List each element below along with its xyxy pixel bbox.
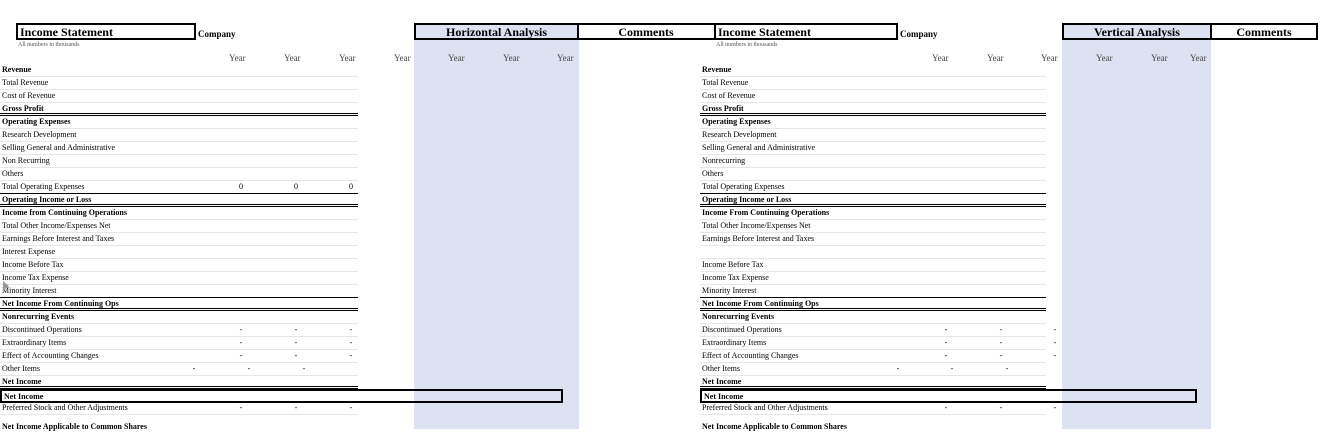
right-row-13[interactable] bbox=[700, 233, 1046, 246]
left-row-label: Total Revenue bbox=[2, 78, 49, 87]
left-year-5[interactable]: Year bbox=[448, 53, 465, 63]
left-row-20-value-1[interactable]: - bbox=[239, 325, 243, 334]
left-row-26-value-1[interactable]: - bbox=[239, 403, 243, 412]
left-row-label: Others bbox=[2, 169, 24, 178]
right-row-18[interactable] bbox=[700, 298, 1046, 311]
left-row-0[interactable] bbox=[0, 64, 358, 77]
left-row-9-value-3[interactable]: 0 bbox=[349, 182, 353, 191]
left-row-9-value-2[interactable]: 0 bbox=[294, 182, 298, 191]
right-row-1[interactable] bbox=[700, 77, 1046, 90]
right-row-label: Total Revenue bbox=[702, 78, 749, 87]
right-row-label: Income From Continuing Operations bbox=[702, 208, 830, 217]
left-row-21-value-2[interactable]: - bbox=[294, 338, 298, 347]
right-row-19[interactable] bbox=[700, 311, 1046, 324]
right-row-20-value-1[interactable]: - bbox=[944, 325, 948, 334]
left-row-13[interactable] bbox=[0, 233, 358, 246]
right-year-row bbox=[700, 53, 1331, 64]
right-row-label: Research Development bbox=[702, 130, 777, 139]
right-row-21-value-1[interactable]: - bbox=[944, 338, 948, 347]
right-row-label: Revenue bbox=[702, 65, 732, 74]
left-row-4[interactable] bbox=[0, 116, 358, 129]
left-row-label: Total Other Income/Expenses Net bbox=[2, 221, 111, 230]
left-company-label[interactable]: Company bbox=[198, 29, 236, 39]
left-row-22-value-1[interactable]: - bbox=[239, 351, 243, 360]
left-row-22-value-3[interactable]: - bbox=[349, 351, 353, 360]
left-row-label: Income Before Tax bbox=[2, 260, 64, 269]
right-row-21-value-3[interactable]: - bbox=[1053, 338, 1057, 347]
right-row-17[interactable] bbox=[700, 285, 1046, 298]
right-year-2[interactable]: Year bbox=[987, 53, 1004, 63]
right-row-21[interactable] bbox=[700, 337, 1046, 350]
right-row-label: Operating Expenses bbox=[702, 117, 771, 126]
right-row-label: Minority Interest bbox=[702, 286, 757, 295]
right-row-26[interactable] bbox=[700, 402, 1046, 415]
right-row-14[interactable] bbox=[700, 246, 1046, 259]
right-row-label: Effect of Accounting Changes bbox=[702, 351, 799, 360]
left-year-3[interactable]: Year bbox=[339, 53, 356, 63]
left-row-label: Preferred Stock and Other Adjustments bbox=[2, 403, 128, 412]
left-row-label: Non Recurring bbox=[2, 156, 50, 165]
right-row-label: Net Income bbox=[704, 392, 744, 401]
right-row-23-value-3[interactable]: - bbox=[1005, 364, 1009, 373]
left-row-label: Revenue bbox=[2, 65, 32, 74]
left-units-note: All numbers in thousands bbox=[18, 42, 80, 48]
left-row-11[interactable] bbox=[0, 207, 358, 220]
left-row-9-value-1[interactable]: 0 bbox=[239, 182, 243, 191]
left-row-2[interactable] bbox=[0, 90, 358, 103]
left-row-label: Effect of Accounting Changes bbox=[2, 351, 99, 360]
vertical-analysis-sheet bbox=[700, 0, 1331, 441]
right-row-label: Cost of Revenue bbox=[702, 91, 756, 100]
right-row-label: Income Before Tax bbox=[702, 260, 764, 269]
left-row-label: Gross Profit bbox=[2, 104, 44, 113]
left-row-18[interactable] bbox=[0, 298, 358, 311]
right-row-24[interactable] bbox=[700, 376, 1046, 389]
left-row-23-value-2[interactable]: - bbox=[247, 364, 251, 373]
right-row-label: Total Other Income/Expenses Net bbox=[702, 221, 811, 230]
right-row-label: Earnings Before Interest and Taxes bbox=[702, 234, 815, 243]
left-row-24[interactable] bbox=[0, 376, 358, 389]
left-year-1[interactable]: Year bbox=[229, 53, 246, 63]
left-row-15[interactable] bbox=[0, 259, 358, 272]
right-units-note: All numbers in thousands bbox=[716, 42, 778, 48]
right-row-20-value-2[interactable]: - bbox=[999, 325, 1003, 334]
right-row-22[interactable] bbox=[700, 350, 1046, 363]
right-row-2[interactable] bbox=[700, 90, 1046, 103]
left-year-4[interactable]: Year bbox=[394, 53, 411, 63]
left-year-7[interactable]: Year bbox=[557, 53, 574, 63]
left-row-7[interactable] bbox=[0, 155, 358, 168]
left-row-label: Research Development bbox=[2, 130, 77, 139]
left-row-20-value-3[interactable]: - bbox=[349, 325, 353, 334]
left-row-26[interactable] bbox=[0, 402, 358, 415]
left-row-label: Selling General and Administrative bbox=[2, 143, 116, 152]
right-row-20-value-3[interactable]: - bbox=[1053, 325, 1057, 334]
left-row-label: Income Tax Expense bbox=[2, 273, 69, 282]
left-row-label: Operating Expenses bbox=[2, 117, 71, 126]
right-year-5[interactable]: Year bbox=[1151, 53, 1168, 63]
right-row-label: Nonrecurring Events bbox=[702, 312, 775, 321]
right-row-25[interactable] bbox=[700, 389, 1197, 403]
right-row-label: Net Income bbox=[702, 377, 742, 386]
right-row-label: Other Items bbox=[702, 364, 740, 373]
right-row-26-value-3[interactable]: - bbox=[1053, 403, 1057, 412]
right-row-8[interactable] bbox=[700, 168, 1046, 181]
left-row-17[interactable] bbox=[0, 285, 358, 298]
right-row-12[interactable] bbox=[700, 220, 1046, 233]
right-row-16[interactable] bbox=[700, 272, 1046, 285]
left-row-label: Other Items bbox=[2, 364, 40, 373]
right-row-label: Net Income Applicable to Common Shares bbox=[702, 422, 847, 431]
left-row-23-value-1[interactable]: - bbox=[192, 364, 196, 373]
left-row-5[interactable] bbox=[0, 129, 358, 142]
right-row-22-value-2[interactable]: - bbox=[999, 351, 1003, 360]
left-row-label: Net Income bbox=[4, 392, 44, 401]
right-title[interactable]: Income Statement bbox=[714, 23, 898, 40]
left-row-26-value-3[interactable]: - bbox=[349, 403, 353, 412]
left-row-label: Discontinued Operations bbox=[2, 325, 82, 334]
right-row-23[interactable] bbox=[700, 363, 1046, 376]
right-year-6[interactable]: Year bbox=[1190, 53, 1207, 63]
left-row-label: Extraordinary Items bbox=[2, 338, 67, 347]
right-row-label: Operating Income or Loss bbox=[702, 195, 792, 204]
right-row-26-value-2[interactable]: - bbox=[999, 403, 1003, 412]
left-title[interactable]: Income Statement bbox=[16, 23, 196, 40]
left-row-label: Net Income bbox=[2, 377, 42, 386]
right-row-5[interactable] bbox=[700, 129, 1046, 142]
right-row-22-value-1[interactable]: - bbox=[944, 351, 948, 360]
right-year-1[interactable]: Year bbox=[932, 53, 949, 63]
right-row-4[interactable] bbox=[700, 116, 1046, 129]
left-row-label: Operating Income or Loss bbox=[2, 195, 92, 204]
horizontal-analysis-header[interactable]: Horizontal Analysis bbox=[414, 23, 579, 40]
left-row-3[interactable] bbox=[0, 103, 358, 116]
left-row-20-value-2[interactable]: - bbox=[294, 325, 298, 334]
vertical-analysis-area[interactable] bbox=[1062, 40, 1211, 429]
row-selector-arrow-icon[interactable] bbox=[3, 281, 9, 291]
right-row-10[interactable] bbox=[700, 194, 1046, 207]
left-row-23-value-3[interactable]: - bbox=[302, 364, 306, 373]
left-row-12[interactable] bbox=[0, 220, 358, 233]
right-row-6[interactable] bbox=[700, 142, 1046, 155]
right-row-27[interactable] bbox=[700, 421, 1046, 434]
right-row-label: Total Operating Expenses bbox=[702, 182, 785, 191]
right-row-20[interactable] bbox=[700, 324, 1046, 337]
right-row-23-value-1[interactable]: - bbox=[896, 364, 900, 373]
left-row-21-value-3[interactable]: - bbox=[349, 338, 353, 347]
left-row-21-value-1[interactable]: - bbox=[239, 338, 243, 347]
left-year-2[interactable]: Year bbox=[284, 53, 301, 63]
right-row-label: Gross Profit bbox=[702, 104, 744, 113]
left-row-26-value-2[interactable]: - bbox=[294, 403, 298, 412]
left-row-9[interactable] bbox=[0, 181, 358, 194]
right-row-3[interactable] bbox=[700, 103, 1046, 116]
right-row-11[interactable] bbox=[700, 207, 1046, 220]
right-row-23-value-2[interactable]: - bbox=[950, 364, 954, 373]
left-row-6[interactable] bbox=[0, 142, 358, 155]
left-row-1[interactable] bbox=[0, 77, 358, 90]
right-year-3[interactable]: Year bbox=[1041, 53, 1058, 63]
left-row-label: Income from Continuing Operations bbox=[2, 208, 127, 217]
right-row-15[interactable] bbox=[700, 259, 1046, 272]
left-row-22[interactable] bbox=[0, 350, 358, 363]
left-row-8[interactable] bbox=[0, 168, 358, 181]
right-row-26-value-1[interactable]: - bbox=[944, 403, 948, 412]
right-row-label: Preferred Stock and Other Adjustments bbox=[702, 403, 828, 412]
right-row-label: Net Income From Continuing Ops bbox=[702, 299, 819, 308]
right-row-label: Income Tax Expense bbox=[702, 273, 769, 282]
left-row-label: Interest Expense bbox=[2, 247, 56, 256]
horizontal-analysis-area[interactable] bbox=[414, 40, 579, 429]
left-row-label: Net Income From Continuing Ops bbox=[2, 299, 119, 308]
right-row-label: Discontinued Operations bbox=[702, 325, 782, 334]
right-row-22-value-3[interactable]: - bbox=[1053, 351, 1057, 360]
left-row-label: Earnings Before Interest and Taxes bbox=[2, 234, 115, 243]
left-row-21[interactable] bbox=[0, 337, 358, 350]
left-year-6[interactable]: Year bbox=[503, 53, 520, 63]
right-row-label: Others bbox=[702, 169, 724, 178]
left-row-label: Net Income Applicable to Common Shares bbox=[2, 422, 147, 431]
left-year-row bbox=[0, 53, 600, 64]
left-row-25[interactable] bbox=[0, 389, 563, 403]
left-row-label: Minority Interest bbox=[2, 286, 57, 295]
left-row-27[interactable] bbox=[0, 421, 358, 434]
left-row-19[interactable] bbox=[0, 311, 358, 324]
left-row-16[interactable] bbox=[0, 272, 358, 285]
right-year-4[interactable]: Year bbox=[1096, 53, 1113, 63]
right-company-label[interactable]: Company bbox=[900, 29, 938, 39]
left-row-label: Total Operating Expenses bbox=[2, 182, 85, 191]
right-row-9[interactable] bbox=[700, 181, 1046, 194]
left-row-14[interactable] bbox=[0, 246, 358, 259]
right-row-label: Selling General and Administrative bbox=[702, 143, 816, 152]
left-row-22-value-2[interactable]: - bbox=[294, 351, 298, 360]
right-row-0[interactable] bbox=[700, 64, 1046, 77]
left-row-10[interactable] bbox=[0, 194, 358, 207]
left-row-20[interactable] bbox=[0, 324, 358, 337]
right-comments-header[interactable]: Comments bbox=[1210, 23, 1318, 40]
right-row-label: Nonrecurring bbox=[702, 156, 746, 165]
right-row-7[interactable] bbox=[700, 155, 1046, 168]
right-row-21-value-2[interactable]: - bbox=[999, 338, 1003, 347]
left-row-label: Cost of Revenue bbox=[2, 91, 56, 100]
right-row-label: Extraordinary Items bbox=[702, 338, 767, 347]
vertical-analysis-header[interactable]: Vertical Analysis bbox=[1062, 23, 1212, 40]
left-row-label: Nonrecurring Events bbox=[2, 312, 75, 321]
left-comments-header[interactable]: Comments bbox=[578, 23, 716, 40]
